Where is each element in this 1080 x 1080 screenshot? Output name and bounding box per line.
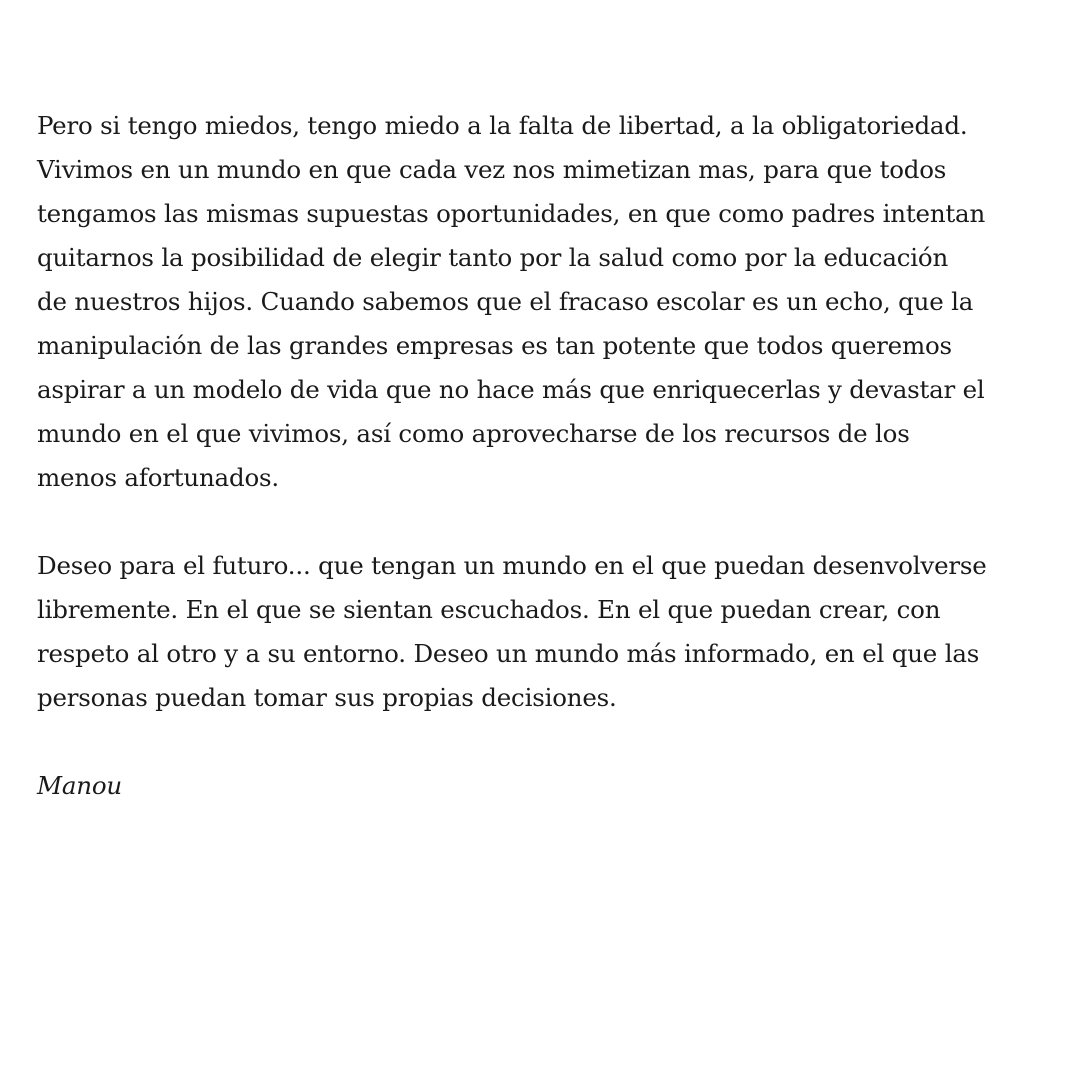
text-line: respeto al otro y a su entorno. Deseo un mundo más informado, en el que las xyxy=(37,639,980,668)
letter-body xyxy=(37,104,1047,808)
paragraph-spacer xyxy=(37,720,1047,764)
text-line: tengamos las mismas supuestas oportunidades, en que como padres intentan xyxy=(37,199,986,228)
paragraph-spacer xyxy=(37,500,1047,544)
text-line: Deseo para el futuro... que tengan un mundo en el que puedan desenvolverse xyxy=(37,551,987,580)
text-line: manipulación de las grandes empresas es tan potente que todos queremos xyxy=(37,331,952,360)
text-line: menos afortunados. xyxy=(37,463,279,492)
text-line: Vivimos en un mundo en que cada vez nos mimetizan mas, para que todos xyxy=(37,155,947,184)
text-line: personas puedan tomar sus propias decisiones. xyxy=(37,683,617,712)
paragraph-wishes xyxy=(37,544,1047,720)
text-line: libremente. En el que se sientan escuchados. En el que puedan crear, con xyxy=(37,595,941,624)
paragraph-fears xyxy=(37,104,1047,500)
signature: Manou xyxy=(37,771,123,800)
text-line: Pero si tengo miedos, tengo miedo a la falta de libertad, a la obligatoriedad. xyxy=(37,111,968,140)
text-line: aspirar a un modelo de vida que no hace más que enriquecerlas y devastar el xyxy=(37,375,985,404)
text-line: mundo en el que vivimos, así como aprovecharse de los recursos de los xyxy=(37,419,910,448)
text-line: quitarnos la posibilidad de elegir tanto por la salud como por la educación xyxy=(37,243,949,272)
text-line: de nuestros hijos. Cuando sabemos que el fracaso escolar es un echo, que la xyxy=(37,287,974,316)
